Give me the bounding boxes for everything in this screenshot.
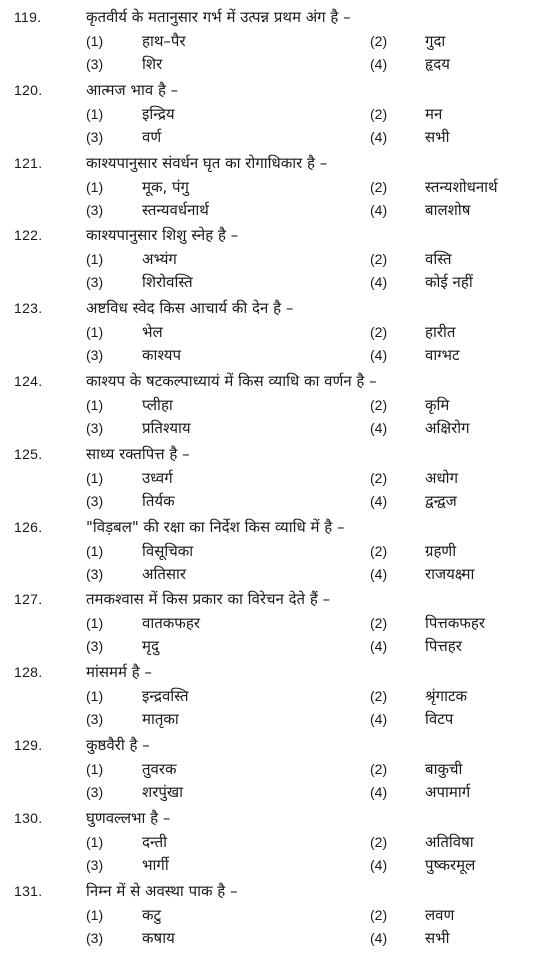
question-text: आत्मज भाव है – bbox=[86, 80, 179, 99]
option-4 bbox=[0, 126, 540, 148]
option-text: बाकुची bbox=[425, 760, 463, 778]
option-text: पुष्करमूल bbox=[425, 855, 476, 874]
question-number: 126. bbox=[14, 518, 43, 535]
option-number: (2) bbox=[370, 688, 388, 705]
option-number: (4) bbox=[370, 711, 388, 728]
option-number: (1) bbox=[86, 469, 104, 486]
option-number: (3) bbox=[86, 201, 104, 218]
question-number: 130. bbox=[14, 809, 43, 826]
option-4 bbox=[0, 635, 540, 657]
question-block bbox=[0, 588, 540, 668]
option-2 bbox=[0, 30, 540, 52]
option-text: कषाय bbox=[142, 928, 175, 947]
option-number: (1) bbox=[86, 615, 104, 632]
question-text: अष्टविध स्वेद किस आचार्य की देन है – bbox=[86, 299, 294, 318]
question-block bbox=[0, 807, 540, 887]
option-text: उध्वर्ग bbox=[142, 468, 173, 487]
option-text: सभी bbox=[425, 127, 450, 146]
question-text: काश्यप के षटकल्पाध्यायं में किस व्याधि का वर्णन है – bbox=[86, 372, 377, 390]
question-number: 127. bbox=[14, 591, 43, 608]
option-text: शिरोवस्ति bbox=[142, 273, 193, 292]
question-number: 120. bbox=[14, 81, 43, 98]
option-number: (1) bbox=[86, 397, 104, 413]
question-number: 119. bbox=[14, 9, 42, 25]
option-number: (1) bbox=[86, 906, 104, 923]
option-4 bbox=[0, 490, 540, 512]
option-text: वस्ति bbox=[425, 250, 452, 269]
question-text: कृतवीर्य के मतानुसार गर्भ में उत्पन्न प्रथम अंग है – bbox=[86, 8, 351, 26]
option-number: (4) bbox=[370, 638, 388, 655]
question-text: "विड़बल" की रक्षा का निर्देश किस व्याधि में है – bbox=[86, 517, 345, 536]
question-block bbox=[0, 734, 540, 814]
option-text: अक्षिरोग bbox=[425, 419, 470, 437]
option-2 bbox=[0, 467, 540, 489]
option-text: तुवरक bbox=[142, 760, 177, 778]
question-text: काश्यपानुसार संवर्धन घृत का रोगाधिकार है – bbox=[86, 153, 328, 172]
option-2 bbox=[0, 248, 540, 270]
option-number: (4) bbox=[370, 128, 388, 145]
option-number: (2) bbox=[370, 397, 388, 413]
option-number: (2) bbox=[370, 105, 388, 122]
option-text: मातृका bbox=[142, 710, 179, 729]
question-text: घुणवल्लभा है – bbox=[86, 808, 171, 827]
option-number: (3) bbox=[86, 56, 104, 72]
option-text: हाथ–पैर bbox=[142, 32, 186, 50]
option-4 bbox=[0, 927, 540, 949]
question-number: 121. bbox=[14, 154, 43, 171]
option-number: (4) bbox=[370, 56, 388, 72]
question-block bbox=[0, 880, 540, 960]
option-number: (1) bbox=[86, 542, 104, 559]
question-block bbox=[0, 79, 540, 159]
question-number: 123. bbox=[14, 300, 43, 317]
option-4 bbox=[0, 53, 540, 75]
option-number: (3) bbox=[86, 492, 104, 509]
option-text: दन्ती bbox=[142, 832, 168, 851]
option-number: (4) bbox=[370, 347, 388, 364]
option-text: गुदा bbox=[425, 32, 446, 50]
option-text: काश्यप bbox=[142, 346, 182, 365]
option-number: (2) bbox=[370, 833, 388, 850]
option-number: (4) bbox=[370, 492, 388, 509]
option-text: अपामार्ग bbox=[425, 783, 471, 801]
option-text: प्रतिश्याय bbox=[142, 419, 191, 437]
option-number: (1) bbox=[86, 761, 104, 777]
option-number: (4) bbox=[370, 856, 388, 873]
option-number: (2) bbox=[370, 33, 388, 49]
option-text: ग्रहणी bbox=[425, 541, 457, 560]
option-number: (3) bbox=[86, 128, 104, 145]
option-number: (4) bbox=[370, 420, 388, 436]
option-text: लवण bbox=[425, 905, 455, 924]
option-4 bbox=[0, 854, 540, 876]
option-2 bbox=[0, 540, 540, 562]
option-text: कृमि bbox=[425, 396, 450, 414]
question-block bbox=[0, 297, 540, 377]
option-number: (3) bbox=[86, 638, 104, 655]
option-4 bbox=[0, 199, 540, 221]
option-number: (2) bbox=[370, 906, 388, 923]
question-text: निम्न में से अवस्था पाक है – bbox=[86, 881, 238, 900]
question-number: 125. bbox=[14, 445, 43, 462]
option-text: अभ्यंग bbox=[142, 250, 177, 269]
question-block bbox=[0, 443, 540, 523]
option-text: इन्द्रवस्ति bbox=[142, 687, 189, 706]
question-block bbox=[0, 661, 540, 741]
option-text: कटु bbox=[142, 905, 162, 924]
option-text: मन bbox=[425, 104, 443, 123]
option-text: वर्ण bbox=[142, 127, 162, 146]
question-text: काश्यपानुसार शिशु स्नेह है – bbox=[86, 226, 239, 245]
option-text: हारीत bbox=[425, 323, 456, 342]
question-block bbox=[0, 516, 540, 596]
question-text: मांसमर्म है – bbox=[86, 663, 152, 682]
option-text: प्लीहा bbox=[142, 396, 173, 414]
option-number: (3) bbox=[86, 565, 104, 582]
question-text: कुष्ठवैरी है – bbox=[86, 736, 150, 754]
option-number: (1) bbox=[86, 33, 104, 49]
option-number: (3) bbox=[86, 274, 104, 291]
option-2 bbox=[0, 103, 540, 125]
option-text: अतिसार bbox=[142, 564, 187, 583]
option-text: वातकफहर bbox=[142, 614, 200, 633]
option-text: मूक, पंगु bbox=[142, 177, 189, 196]
option-text: तिर्यक bbox=[142, 491, 175, 510]
option-number: (1) bbox=[86, 178, 104, 195]
option-number: (2) bbox=[370, 324, 388, 341]
option-number: (2) bbox=[370, 469, 388, 486]
option-number: (1) bbox=[86, 105, 104, 122]
option-4 bbox=[0, 708, 540, 730]
option-text: मृदु bbox=[142, 637, 159, 656]
option-number: (2) bbox=[370, 542, 388, 559]
option-text: शिर bbox=[142, 55, 163, 73]
option-number: (4) bbox=[370, 274, 388, 291]
option-number: (4) bbox=[370, 201, 388, 218]
option-2 bbox=[0, 394, 540, 416]
option-text: पित्तकफहर bbox=[425, 614, 485, 633]
option-number: (2) bbox=[370, 178, 388, 195]
option-2 bbox=[0, 831, 540, 853]
option-number: (3) bbox=[86, 856, 104, 873]
option-text: द्वन्द्वज bbox=[425, 491, 457, 510]
option-2 bbox=[0, 321, 540, 343]
option-4 bbox=[0, 563, 540, 585]
question-number: 131. bbox=[14, 882, 43, 899]
question-block bbox=[0, 152, 540, 232]
option-text: सभी bbox=[425, 928, 450, 947]
option-number: (3) bbox=[86, 929, 104, 946]
option-4 bbox=[0, 271, 540, 293]
question-text: साध्य रक्तपित्त है – bbox=[86, 444, 190, 463]
option-number: (1) bbox=[86, 251, 104, 268]
option-2 bbox=[0, 758, 540, 780]
option-text: अतिविषा bbox=[425, 832, 474, 851]
option-number: (3) bbox=[86, 347, 104, 364]
question-block bbox=[0, 224, 540, 304]
option-number: (4) bbox=[370, 565, 388, 582]
option-4 bbox=[0, 781, 540, 803]
option-text: भार्गी bbox=[142, 855, 169, 874]
option-number: (2) bbox=[370, 251, 388, 268]
question-block bbox=[0, 6, 540, 86]
option-text: हृदय bbox=[425, 55, 450, 73]
option-text: विटप bbox=[425, 710, 454, 729]
option-number: (1) bbox=[86, 688, 104, 705]
option-text: शरपुंखा bbox=[142, 783, 184, 801]
option-text: बालशोष bbox=[425, 200, 471, 219]
question-text: तमकश्वास में किस प्रकार का विरेचन देते हैं – bbox=[86, 590, 331, 609]
option-number: (1) bbox=[86, 324, 104, 341]
option-text: वाग्भट bbox=[425, 346, 460, 365]
option-number: (3) bbox=[86, 784, 104, 800]
option-number: (1) bbox=[86, 833, 104, 850]
option-4 bbox=[0, 344, 540, 366]
question-number: 128. bbox=[14, 664, 43, 681]
option-text: स्तन्यवर्धनार्थ bbox=[142, 200, 209, 219]
question-number: 124. bbox=[14, 373, 43, 389]
option-number: (2) bbox=[370, 761, 388, 777]
option-2 bbox=[0, 612, 540, 634]
option-number: (2) bbox=[370, 615, 388, 632]
option-2 bbox=[0, 904, 540, 926]
option-number: (3) bbox=[86, 711, 104, 728]
option-text: स्तन्यशोधनार्थ bbox=[425, 177, 498, 196]
question-number: 129. bbox=[14, 737, 43, 753]
option-text: राजयक्ष्मा bbox=[425, 564, 475, 583]
option-number: (4) bbox=[370, 929, 388, 946]
option-text: भेल bbox=[142, 323, 163, 342]
option-text: पित्तहर bbox=[425, 637, 462, 656]
option-text: श्रृंगाटक bbox=[425, 687, 468, 706]
option-number: (4) bbox=[370, 784, 388, 800]
option-text: कोई नहीं bbox=[425, 273, 473, 292]
option-text: विसूचिका bbox=[142, 541, 194, 560]
option-text: इन्द्रिय bbox=[142, 104, 175, 123]
question-block bbox=[0, 370, 540, 450]
option-2 bbox=[0, 685, 540, 707]
question-number: 122. bbox=[14, 227, 43, 244]
option-2 bbox=[0, 176, 540, 198]
option-4 bbox=[0, 417, 540, 439]
option-text: अधोग bbox=[425, 468, 459, 487]
option-number: (3) bbox=[86, 420, 104, 436]
